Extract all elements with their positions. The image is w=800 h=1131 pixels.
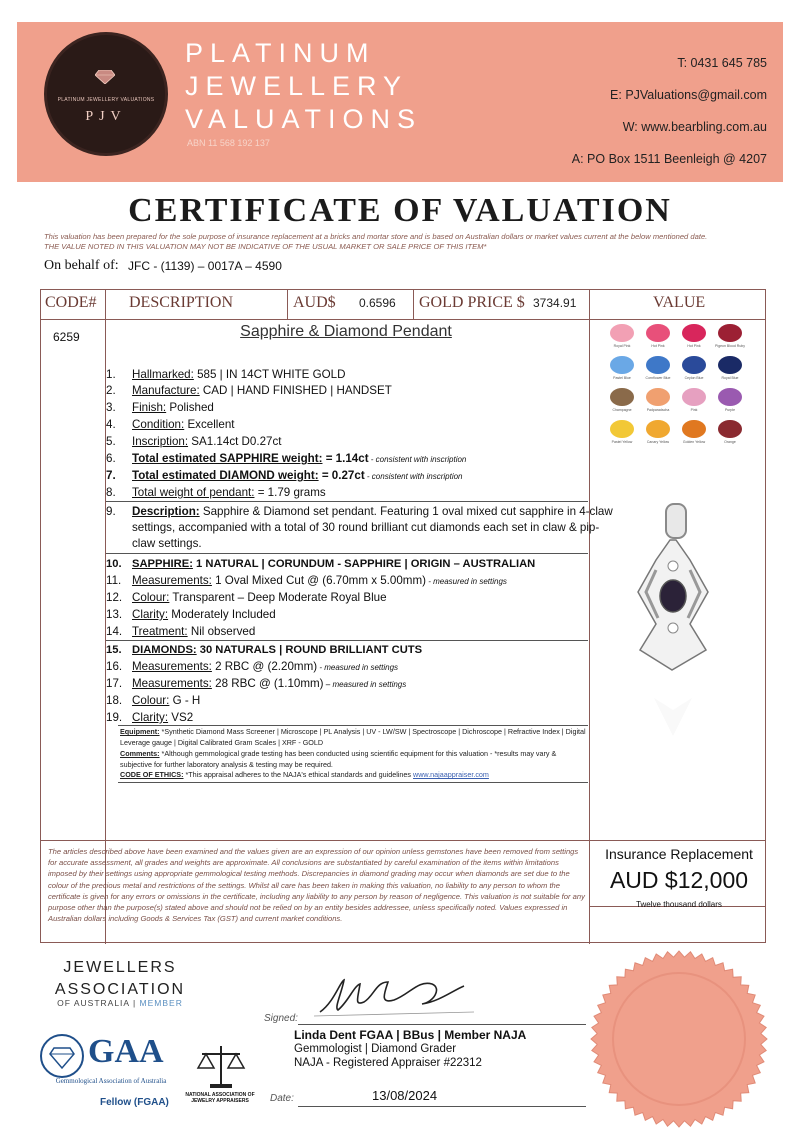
gem-colour-label: Ceylon Blue	[684, 376, 704, 380]
logo-monogram: PJV	[85, 109, 127, 124]
gem-colour-swatch	[718, 324, 742, 342]
brand-line-1: PLATINUM	[185, 38, 376, 68]
brand-line-2: JEWELLERY	[185, 71, 409, 101]
pjv-logo	[44, 32, 168, 156]
scales-icon	[196, 1042, 246, 1090]
detail-row: 7. Total estimated DIAMOND weight: = 0.27ct - consistent with inscription	[106, 469, 463, 482]
on-behalf-value: JFC - (1139) – 0017A – 4590	[128, 259, 282, 273]
on-behalf-label: On behalf of:	[44, 258, 119, 273]
logo-tagline: PLATINUM JEWELLERY VALUATIONS	[57, 97, 155, 103]
gem-colour-label: Pink	[690, 408, 698, 412]
detail-row: 1. Hallmarked: 585 | IN 14CT WHITE GOLD	[106, 368, 346, 381]
value-header: VALUE	[653, 294, 706, 311]
diamond-row: 16. Measurements: 2 RBC @ (2.20mm) - measured in settings	[106, 660, 399, 673]
gem-colour-swatch	[610, 324, 634, 342]
detail-row: 4. Condition: Excellent	[106, 418, 235, 431]
gem-colour-swatch	[610, 356, 634, 374]
insurance-value-words: Twelve thousand dollars	[636, 900, 722, 909]
gem-colour-label: Pastel Yellow	[611, 440, 633, 444]
gem-colour-label: Padparadscha	[646, 408, 670, 412]
gem-colour-label: Hot Pink	[687, 344, 701, 348]
jewellers-association-logo: JEWELLERS ASSOCIATION	[54, 959, 186, 998]
detail-row: 2. Manufacture: CAD | HAND FINISHED | HANDSET	[106, 384, 392, 397]
header-banner	[17, 22, 783, 182]
diamond-row: 15. DIAMONDS: 30 NATURALS | ROUND BRILLIANT CUTS	[106, 644, 423, 656]
gem-colour-swatch	[682, 420, 706, 438]
naja-logo-text: NATIONAL ASSOCIATION OF JEWELRY APPRAISERS	[185, 1092, 255, 1104]
date-value: 13/08/2024	[372, 1088, 438, 1103]
gem-colour-label: Pastel Blue	[613, 376, 631, 380]
aud-rate: 0.6596	[359, 296, 396, 310]
detail-row: 6. Total estimated SAPPHIRE weight: = 1.14ct - consistent with inscription	[106, 452, 467, 465]
gem-colour-label: Golden Yellow	[682, 440, 706, 444]
naja-link[interactable]: www.najaappraiser.com	[413, 770, 489, 779]
detail-row: 3. Finish: Polished	[106, 401, 214, 414]
seal-stamp	[590, 950, 768, 1128]
detail-row: 8. Total weight of pendant: = 1.79 grams	[106, 486, 326, 499]
contact-email: E: PJValuations@gmail.com	[610, 88, 767, 102]
brand-line-3: VALUATIONS	[185, 104, 423, 134]
signer-name: Linda Dent FGAA | BBus | Member NAJA	[294, 1028, 527, 1042]
gold-price-header: GOLD PRICE $	[419, 294, 525, 311]
sapphire-row: 11. Measurements: 1 Oval Mixed Cut @ (6.70mm x 5.00mm) - measured in settings	[106, 574, 507, 587]
ethics-note: CODE OF ETHICS: *This appraisal adheres to the NAJA's ethical standards and guidelines www.najaappraiser.com	[120, 770, 489, 779]
gem-colour-label: Champagne	[612, 408, 632, 412]
gaa-logo: GAA	[88, 1033, 164, 1070]
gem-colour-swatch	[718, 356, 742, 374]
sapphire-row: 10. SAPPHIRE: 1 NATURAL | CORUNDUM - SAPPHIRE | ORIGIN – AUSTRALIAN	[106, 558, 536, 570]
gem-colour-label: Purple	[724, 408, 736, 412]
insurance-value: AUD $12,000	[609, 867, 749, 893]
aud-header: AUD$	[293, 294, 336, 311]
disclaimer-line-2: THE VALUE NOTED IN THIS VALUATION MAY NOT BE INDICATIVE OF THE USUAL MARKET OR SALE PRICE OF THIS ITEM*	[44, 242, 487, 251]
gem-colour-swatch	[610, 420, 634, 438]
diamond-icon	[95, 70, 115, 84]
item-title: Sapphire & Diamond Pendant	[240, 323, 452, 340]
abn-number: ABN 11 568 192 137	[187, 138, 270, 148]
diamond-row: 18. Colour: G - H	[106, 694, 201, 707]
gem-colour-swatch	[718, 420, 742, 438]
diamond-row: 19. Clarity: VS2	[106, 711, 194, 724]
signer-title-1: Gemmologist | Diamond Grader	[294, 1043, 457, 1055]
gem-colour-swatch	[646, 356, 670, 374]
gem-colour-label: Cornflower Blue	[645, 376, 671, 380]
signature	[314, 972, 474, 1020]
diamond-row: 17. Measurements: 28 RBC @ (1.10mm) – measured in settings	[106, 677, 407, 690]
gaa-full-name: Gemmological Association of Australia	[55, 1077, 167, 1085]
code-header: CODE#	[45, 294, 97, 311]
description-header: DESCRIPTION	[129, 294, 234, 311]
gem-colour-label: Hot Pink	[651, 344, 665, 348]
gem-colour-swatch	[718, 388, 742, 406]
contact-phone: T: 0431 645 785	[677, 56, 767, 70]
gem-colour-swatch	[682, 324, 706, 342]
gaa-emblem-icon	[40, 1034, 84, 1078]
gem-colour-swatch	[610, 388, 634, 406]
sapphire-row: 13. Clarity: Moderately Included	[106, 608, 276, 621]
gem-colour-label: Royal Blue	[721, 376, 739, 380]
terms-paragraph: The articles described above have been examined and the values given are an expression of our opinion unless gemstones have been removed from settings for accurate assessment, all grades and weights are approximate. All conclusions are substantiated by careful examination of the items within limitations imposed by their settings using appropriate gemmological testing methods. Discrepancies in diamond grading may occur when diamonds are set due to the colour of the precious metal and restrictions of the settings. Whilst all care has been taken in making this valuation, no liability to any person to whom the certificate is given for any errors or omissions in the certificate, including any liability to any person by reason of negligence. This valuation is not suitable for any purpose other than the purpose(s) stated above and should not be relied on by an entity besides addressee, unless specifically noted. Values expressed in Australian dollars including Goods & Services Tax (GST) and current market conditions.	[48, 847, 585, 924]
contact-web: W: www.bearbling.com.au	[622, 120, 767, 134]
description-line-3: claw settings.	[132, 537, 202, 550]
item-code: 6259	[53, 330, 80, 344]
gem-colour-label: Canary Yellow	[646, 440, 670, 444]
gem-colour-label: Royal Pink	[613, 344, 631, 348]
gem-colour-swatch	[646, 420, 670, 438]
pendant-photo	[610, 500, 730, 750]
sapphire-row: 14. Treatment: Nil observed	[106, 625, 256, 638]
equipment-note: Equipment: *Synthetic Diamond Mass Screener | Microscope | PL Analysis | UV - LW/SW | Spectroscope | Dichroscope | Refractive Index | Digital Leverage gauge | Digital Calibrated Gram Scales | XRF - GOLD	[120, 727, 586, 747]
gem-colour-label: Orange	[724, 440, 736, 444]
gem-colour-swatch	[646, 324, 670, 342]
fellow-label: Fellow (FGAA)	[100, 1097, 169, 1108]
contact-address: A: PO Box 1511 Beenleigh @ 4207	[571, 152, 767, 166]
detail-row: 5. Inscription: SA1.14ct D0.27ct	[106, 435, 282, 448]
description-line-2: settings, accompanied with a total of 30 round brilliant cut diamonds each set in claw & pip-	[132, 521, 600, 534]
certificate-title: CERTIFICATE OF VALUATION	[128, 192, 672, 229]
gold-price-value: 3734.91	[533, 296, 577, 310]
gem-colour-swatch	[682, 356, 706, 374]
gem-colour-swatch	[682, 388, 706, 406]
description-row: 9. Description: Sapphire & Diamond set pendant. Featuring 1 oval mixed cut sapphire in 4-claw	[106, 505, 613, 518]
disclaimer-line-1: This valuation has been prepared for the sole purpose of insurance replacement at a bricks and mortar store and is based on Australian dollars or market values current at the below mentioned date.	[44, 232, 708, 241]
insurance-label: Insurance Replacement	[605, 846, 753, 862]
signed-label: Signed:	[264, 1013, 298, 1024]
date-label: Date:	[270, 1093, 294, 1104]
gem-colour-label: Pigeon Blood Ruby	[715, 344, 745, 348]
ja-member-line: OF AUSTRALIA | MEMBER	[57, 998, 183, 1008]
gem-colour-swatch	[646, 388, 670, 406]
sapphire-row: 12. Colour: Transparent – Deep Moderate Royal Blue	[106, 591, 387, 604]
comments-note: Comments: *Although gemmological grade testing has been conducted using scientific equipment for this valuation - *results may vary & subjective for further laboratory analysis & testing may be required.	[120, 749, 557, 769]
signer-title-2: NAJA - Registered Appraiser #22312	[294, 1057, 482, 1069]
